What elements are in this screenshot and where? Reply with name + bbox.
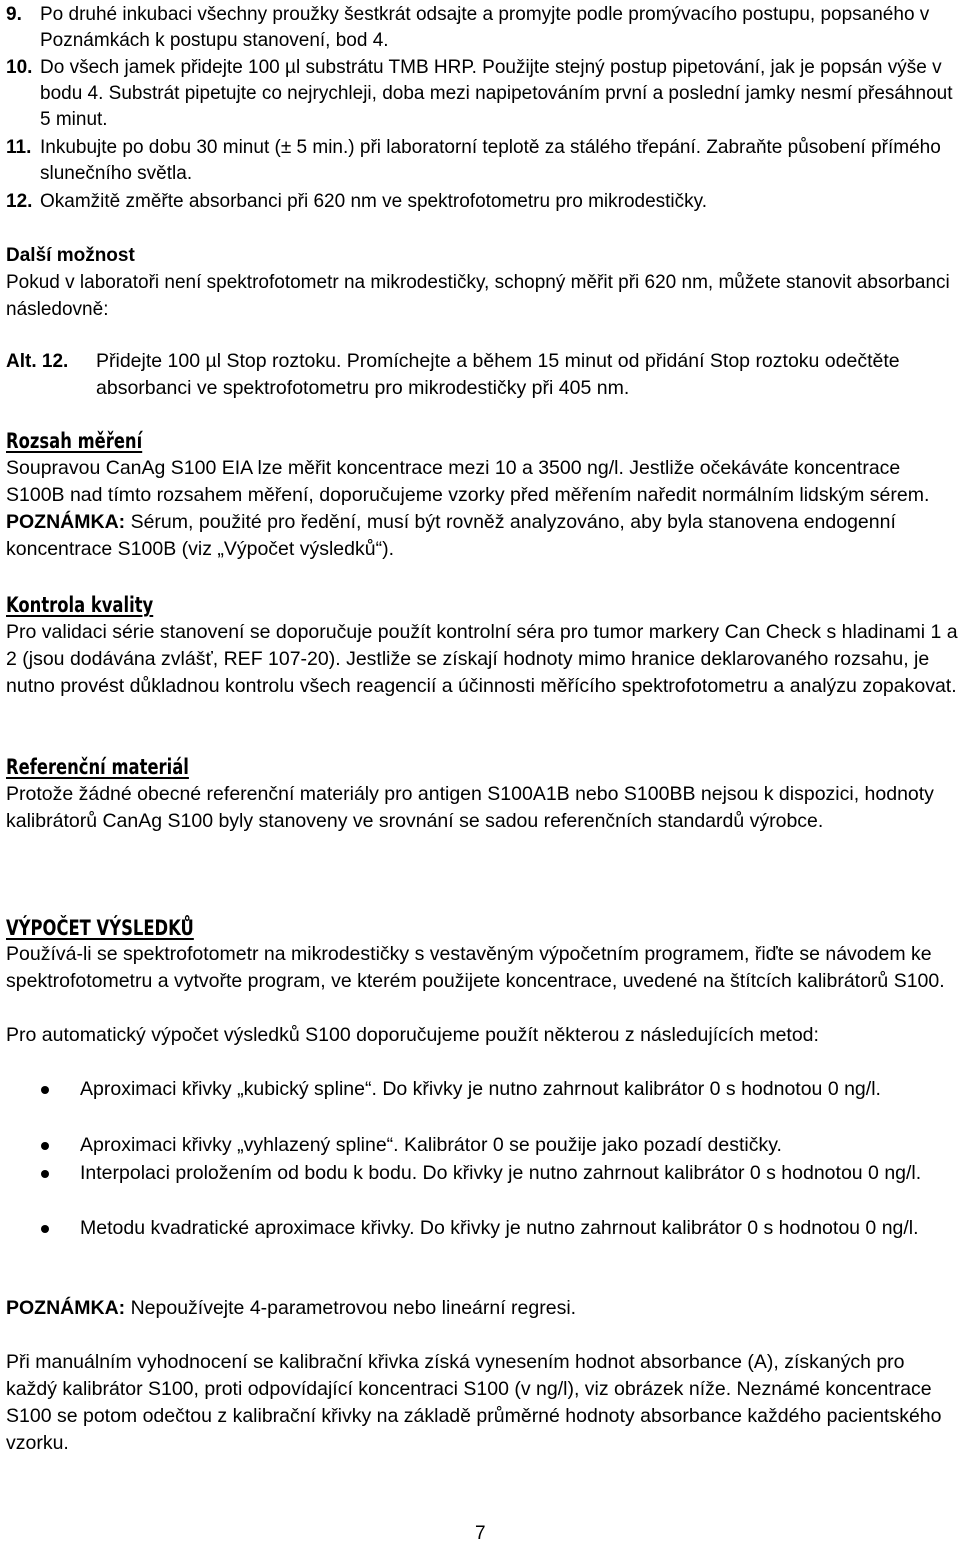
bullet-icon (41, 1170, 49, 1178)
calc-note-label: POZNÁMKA: (6, 1297, 126, 1319)
list-item-text: Interpolaci proložením od bodu k bodu. Do křivky je nutno zahrnout kalibrátor 0 s hodnotou 0 ng/l. (80, 1162, 922, 1184)
range-note-text: Sérum, použité pro ředění, musí být rovněž analyzováno, aby byla stanovena endogenní koncentrace S100B (viz „Výpočet výsledků“). (6, 511, 896, 560)
step-number: 10. (6, 57, 33, 78)
step-text: Po druhé inkubaci všechny proužky šestkrát odsajte a promyjte podle promývacího postupu, popsaného v Poznámkách k postupu stanovení, bod 4. (40, 4, 930, 51)
bullet-icon (41, 1086, 49, 1094)
range-heading-text: Rozsah měření (6, 429, 143, 453)
list-item-text: Metodu kvadratické aproximace křivky. Do křivky je nutno zahrnout kalibrátor 0 s hodnotou 0 ng/l. (80, 1217, 919, 1239)
range-text: Soupravou CanAg S100 EIA lze měřit koncentrace mezi 10 a 3500 ng/l. Jestliže očekáváte koncentrace S100B nad tímto rozsahem měření, doporučujeme vzorky před měřením naředit normálním lidským sérem. (6, 457, 930, 506)
step-text: Inkubujte po dobu 30 minut (± 5 min.) při laboratorní teplotě za stálého třepání. Zabraňte působení přímého slunečního světla. (40, 137, 941, 184)
step-number: 12. (6, 191, 33, 212)
calc-paragraph-3: Při manuálním vyhodnocení se kalibrační křivka získá vynesením hodnot absorbance (A), získaných pro každý kalibrátor S100, proti odpovídající koncentraci S100 (v ng/l), viz obrázek níže. Neznámé koncentrace S100 se potom odečtou z kalibrační křivky na základě průměrné hodnoty absorbance každého pacientského vzorku. (6, 1351, 942, 1454)
calc-note (6, 1295, 958, 1322)
range-heading (6, 427, 181, 456)
list-item-text: Aproximaci křivky „vyhlazený spline“. Kalibrátor 0 se použije jako pozadí destičky. (80, 1134, 782, 1156)
quality-heading-text: Kontrola kvality (6, 593, 154, 617)
alt-option-heading: Další možnost (6, 245, 135, 266)
step-number: 9. (6, 4, 22, 25)
step-number: 11. (6, 137, 32, 158)
calc-paragraph-2: Pro automatický výpočet výsledků S100 doporučujeme použít některou z následujících metod: (6, 1024, 819, 1046)
reference-text: Protože žádné obecné referenční materiály pro antigen S100A1B nebo S100BB nejsou k dispozici, hodnoty kalibrátorů CanAg S100 byly stanoveny ve srovnání se sadou referenčních standardů výrobce. (6, 783, 934, 832)
quality-heading (6, 591, 195, 620)
step-text: Okamžitě změřte absorbanci při 620 nm ve spektrofotometru pro mikrodestičky. (40, 191, 708, 212)
page-number: 7 (475, 1523, 486, 1544)
calc-paragraph-1: Používá-li se spektrofotometr na mikrodestičky s vestavěným výpočetním programem, řiďte se návodem ke spektrofotometru a vytvořte program, ve kterém použijete koncentrace, uvedené na štítcích kalibrátorů S100. (6, 943, 945, 992)
alt-step-text: Přidejte 100 µl Stop roztoku. Promíchejte a během 15 minut od přidání Stop roztoku odečtěte absorbanci ve spektrofotometru pro mikrodestičky při 405 nm. (96, 350, 900, 399)
reference-heading (6, 753, 241, 782)
alt-step-12 (6, 348, 960, 404)
alt-step-number: Alt. 12. (6, 351, 69, 372)
bullet-icon (41, 1225, 49, 1233)
list-item-text: Aproximaci křivky „kubický spline“. Do křivky je nutno zahrnout kalibrátor 0 s hodnotou 0 ng/l. (80, 1078, 881, 1100)
step-text: Do všech jamek přidejte 100 µl substrátu TMB HRP. Použijte stejný postup pipetování, jak je popsán výše v bodu 4. Substrát pipetujte co nejrychleji, doba mezi napipetováním první a poslední jamky nesmí přesáhnout 5 minut. (40, 57, 953, 130)
calc-heading (6, 914, 247, 943)
bullet-icon (41, 1142, 49, 1150)
calc-heading-text: VÝPOČET VÝSLEDKŮ (6, 916, 194, 940)
range-paragraph (6, 455, 958, 563)
reference-heading-text: Referenční materiál (6, 755, 189, 779)
calc-note-text: Nepoužívejte 4-parametrovou nebo lineární regresi. (130, 1297, 577, 1319)
range-note-label: POZNÁMKA: (6, 511, 126, 533)
alt-option-text: Pokud v laboratoři není spektrofotometr na mikrodestičky, schopný měřit při 620 nm, můžete stanovit absorbanci následovně: (6, 272, 950, 320)
quality-text: Pro validaci série stanovení se doporučuje použít kontrolní séra pro tumor markery Can Check s hladinami 1 a 2 (jsou dodávána zvlášť, REF 107-20). Jestliže se získají hodnoty mimo hranice deklarovaného rozsahu, je nutno provést důkladnou kontrolu všech reagencií a účinnosti měřícího spektrofotometru a analýzu zopakovat. (6, 621, 958, 697)
